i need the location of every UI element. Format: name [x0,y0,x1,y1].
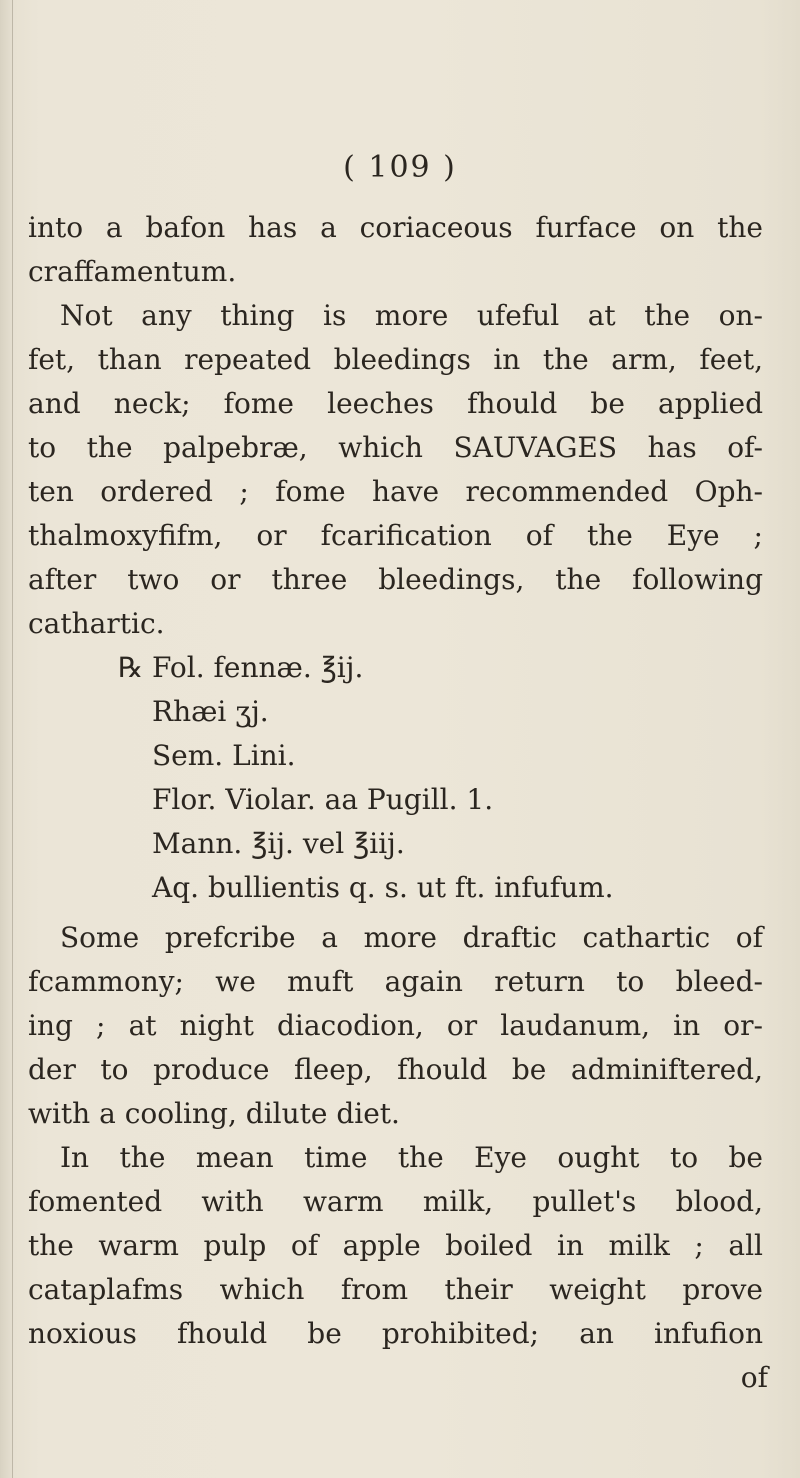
recipe-line: Mann. ℥ij. vel ℥iij. [152,827,405,860]
text-line: with a cooling, dilute diet. [28,1097,400,1130]
text-line: to the palpebræ, which SAUVAGES has of- [28,431,763,464]
text-line: ten ordered ; fome have recommended Oph- [28,475,763,508]
text-line: der to produce fleep, fhould be adminiftered, [28,1053,763,1086]
text-line: thalmoxyfifm, or fcarification of the Eye ; [28,519,763,552]
text-line: after two or three bleedings, the following [28,563,763,596]
text-line: In the mean time the Eye ought to be [60,1141,763,1174]
recipe-line: Aq. bullientis q. s. ut ft. infufum. [152,871,614,904]
text-line: into a bafon has a coriaceous furface on the [28,211,763,244]
text-line: fet, than repeated bleedings in the arm, feet, [28,343,763,376]
page-number: ( 109 ) [343,150,457,185]
text-line: craffamentum. [28,255,237,288]
text-line: the warm pulp of apple boiled in milk ; all [28,1229,763,1262]
text-line: cataplafms which from their weight prove [28,1273,763,1306]
page-gutter [12,0,13,1478]
text-line: cathartic. [28,607,165,640]
recipe-line: Rhæi ʒj. [152,695,269,728]
recipe-line: Sem. Lini. [152,739,296,772]
recipe-line: Flor. Violar. aa Pugill. 1. [152,783,494,816]
recipe-line: ℞ Fol. fennæ. ℥ij. [118,651,364,684]
catchword: of [740,1361,768,1394]
text-line: Not any thing is more ufeful at the on- [60,299,763,332]
text-line: noxious fhould be prohibited; an infufion [28,1317,763,1350]
text-line: Some prefcribe a more draftic cathartic of [60,921,763,954]
text-line: ing ; at night diacodion, or laudanum, in or- [28,1009,763,1042]
text-line: and neck; fome leeches fhould be applied [28,387,763,420]
text-line: fomented with warm milk, pullet's blood, [28,1185,763,1218]
text-line: fcammony; we muft again return to bleed- [28,965,763,998]
page-text [28,206,768,1400]
